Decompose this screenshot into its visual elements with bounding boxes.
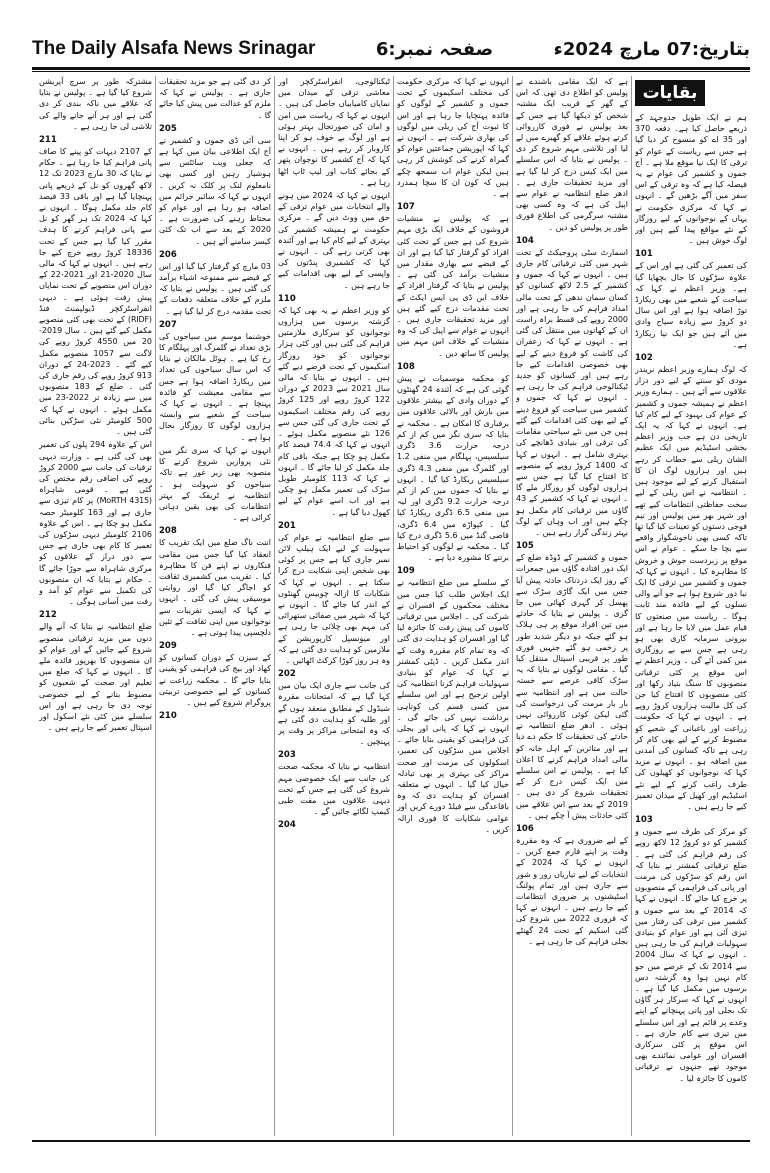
continuation-number: 107: [397, 202, 415, 213]
continuation-number: 207: [159, 319, 177, 330]
article-paragraph: کے سلسلے میں ضلع انتظامیہ نے ایک اجلاس طلب کیا جس میں مختلف محکموں کے افسران نے شرکت کی ۔ اجلاس میں ترقیاتی کاموں کی پیش رفت کا جائزہ لیا گیا اور افسران کو ہدایت دی گئی کہ وہ تمام کام مقررہ وقت کے اندر مکمل کریں ۔ ڈپٹی کمشنر نے کہا کہ عوام کو بنیادی سہولیات فراہم کرنا انتظامیہ کی اولین ترجیح ہے اور اس سلسلے میں کسی قسم کی کوتاہی برداشت نہیں کی جائے گی ۔ انہوں نے کہا کہ پانی اور بجلی کی فراہمی کو یقینی بنایا جائے ۔ اجلاس میں سڑکوں کی تعمیر، اسکولوں کی مرمت اور صحت مراکز کی بہتری پر بھی تبادلہ خیال کیا گیا ۔ انہوں نے متعلقہ افسران کو ہدایت دی کہ وہ باقاعدگی سے فیلڈ دورے کریں اور عوامی شکایات کا فوری ازالہ کریں ۔: [397, 578, 509, 834]
article-paragraph: جموں و کشمیر کے ڈوڈہ ضلع کے ایک دور افتادہ گاؤں میں جمعرات کے روز ایک دردناک حادثہ پیش آیا جس میں ایک گاڑی سڑک سے پھسل کر گہری کھائی میں جا گری ۔ پولیس نے بتایا کہ حادثے میں تین افراد موقع پر ہی ہلاک ہو گئے جبکہ دو دیگر شدید طور پر زخمی ہو گئے جنہیں فوری طور پر قریبی اسپتال منتقل کیا گیا ۔ مقامی لوگوں نے بتایا کہ یہ سڑک کافی عرصے سے خستہ حالت میں ہے اور انتظامیہ سے بار بار مرمت کی درخواست کی گئی لیکن کوئی کارروائی نہیں ہوئی ۔ ادھر ضلع انتظامیہ نے حادثے کی تحقیقات کا حکم دے دیا ہے اور متاثرین کے اہل خانہ کو مالی امداد فراہم کرنے کا اعلان کیا ہے ۔ پولیس نے اس سلسلے میں ایک کیس درج کر کے تحقیقات شروع کر دی ہیں ۔ 2019 کے بعد سے اس علاقے میں کئی حادثات پیش آ چکے ہیں ۔: [516, 553, 628, 820]
footer-rule: [32, 1140, 750, 1142]
article-paragraph: ہے کہ پولیس نے منشیات فروشوں کے خلاف ایک بڑی مہم شروع کی ہے جس کے تحت کئی افراد کو گرفتار کیا گیا ہے اور ان کے قبضے سے بھاری مقدار میں منشیات برآمد کی گئی ہے ۔ پولیس نے بتایا کہ گرفتار افراد کے خلاف این ڈی پی ایس ایکٹ کے تحت مقدمات درج کیے گئے ہیں اور مزید تحقیقات جاری ہیں ۔ انہوں نے عوام سے اپیل کی کہ وہ منشیات کے خلاف اس مہم میں پولیس کا ساتھ دیں ۔: [397, 214, 509, 358]
column-text: [397, 76, 509, 835]
article-paragraph: انہوں نے کہا کہ مرکزی حکومت کی مختلف اسکیموں کے تحت جموں و کشمیر کے لوگوں کو فائدہ پہنچایا جا رہا ہے اور اس کا ثبوت آج کی ریلی میں لوگوں کی بھاری شرکت ہے ۔ انہوں نے کہا کہ اپوزیشن جماعتیں عوام کو گمراہ کرنے کی کوشش کر رہی ہیں لیکن عوام اب سمجھ چکے ہیں کہ کون ان کا سچا ہمدرد ہے ۔: [397, 77, 509, 199]
column-3: [393, 76, 512, 1136]
column-5: [155, 76, 274, 1136]
masthead: [32, 34, 750, 64]
article-paragraph: کو محکمہ موسمیات نے پیش گوئی کی ہے کہ آئندہ 24 گھنٹوں کے دوران وادی کے بیشتر علاقوں میں بارش اور بالائی علاقوں میں برفباری کا امکان ہے ۔ محکمہ نے بتایا کہ سری نگر میں کم از کم درجہ حرارت 3.6 ڈگری سیلسیس، پہلگام میں منفی 1.2 اور گلمرگ میں منفی 4.3 ڈگری سیلسیس ریکارڈ کیا گیا ۔ انہوں نے بتایا کہ جموں میں کم از کم درجہ حرارت 9.2 ڈگری اور لیہ میں منفی 6.5 ڈگری ریکارڈ کیا گیا ۔ کپواڑہ میں 6.4 ڈگری، قاضی گنڈ میں 5.6 ڈگری درج کیا گیا ۔ محکمہ نے لوگوں کو احتیاط برتنے کا مشورہ دیا ہے ۔: [397, 373, 509, 563]
article-paragraph: سے ضلع انتظامیہ نے عوام کی سہولت کے لیے ایک ہیلپ لائن نمبر جاری کیا ہے جس پر کوئی بھی شخص اپنی شکایت درج کرا سکتا ہے ۔ انہوں نے کہا کہ شکایات کا ازالہ چوبیس گھنٹوں کے اندر کیا جائے گا ۔ انہوں نے کہا کہ شہر میں صفائی ستھرائی کی مہم بھی چلائی جا رہی ہے اور میونسپل کارپوریشن کے ملازمین کو ہدایت دی گئی ہے کہ وہ ہر روز کوڑا کرکٹ اٹھائیں ۔: [278, 532, 390, 665]
column-text: [39, 76, 152, 733]
column-4: [274, 76, 393, 1136]
article-paragraph: اس کے علاوہ 294 پلوں کی تعمیر بھی کی گئی ہے ۔ وزارت دیہی ترقیات کی جانب سے 2000 کروڑ روپے کی اضافی رقم مختص کی گئی ہے ۔ قومی شاہراہ (MoRTH 4315) پر کام تیزی سے جاری ہے اور 163 کلومیٹر حصہ مکمل ہو چکا ہے ۔ اس کے علاوہ 2106 کلومیٹر دیہی سڑکوں کی تعمیر کا کام بھی جاری ہے جس سے دور دراز کے علاقوں کو مرکزی شاہراہ سے جوڑا جائے گا ۔ حکام نے بتایا کہ ان منصوبوں کی تکمیل سے عوام کو آمد و رفت میں آسانی ہوگی ۔: [39, 440, 152, 607]
continuation-number: 105: [516, 541, 534, 552]
masthead-rule: [32, 67, 750, 70]
issue-date: بتاریخ:07 مارچ 2024ء: [553, 38, 750, 60]
continuation-number: 209: [159, 641, 177, 652]
continuation-number: 101: [635, 249, 653, 260]
article-paragraph: کر دی گئی ہے جو مزید تحقیقات جاری ہے ۔ پولیس نے کہا کہ ملزم کو عدالت میں پیش کیا جائے گا ۔: [159, 77, 271, 120]
article-paragraph: سی آئی ڈی جموں و کشمیر نے آج ایک اطلاعی بیان میں کہا ہے کہ جعلی ویب سائٹس سے ہوشیار رہیں اور کسی بھی نامعلوم لنک پر کلک نہ کریں ۔ انہوں نے کہا کہ سائبر جرائم میں اضافہ ہو رہا ہے اور عوام کو محتاط رہنے کی ضرورت ہے ۔ 2020 کے بعد سے اب تک کئی کیسز سامنے آئے ہیں ۔: [159, 135, 271, 246]
article-paragraph: خوشنما موسم میں سیاحوں کی بڑی تعداد نے گلمرگ اور پہلگام کا رخ کیا ہے ۔ ہوٹل مالکان نے بتایا کہ اس سال سیاحوں کی تعداد میں ریکارڈ اضافہ ہوا ہے جس سے مقامی معیشت کو فائدہ پہنچا ہے ۔ انہوں نے کہا کہ سیاحت کے شعبے سے وابستہ ہزاروں لوگوں کا روزگار بحال ہوا ہے ۔: [159, 331, 271, 442]
column-6: [36, 76, 155, 1136]
article-paragraph: کو وزیر اعظم نے یہ بھی کہا کہ گزشتہ برسوں میں ہزاروں نوجوانوں کو سرکاری ملازمتیں فراہم کی گئی ہیں اور کئی ہزار نوجوانوں کو خود روزگار اسکیموں کے تحت قرضے دیے گئے ہیں ۔ انہوں نے بتایا کہ مالی سال 2021 سے 2023 کے دوران 122 کروڑ روپے اور 125 کروڑ روپے کی رقم مختلف اسکیموں کے تحت جاری کی گئی جس سے 126 نئے منصوبے مکمل ہوئے ۔ انہوں نے کہا کہ 74.4 فیصد کام مکمل ہو چکا ہے جبکہ باقی کام جلد مکمل کر لیا جائے گا ۔ انہوں نے کہا کہ 113 کلومیٹر طویل سڑک کی تعمیر مکمل ہو چکی ہے اور اب اسے عوام کے لیے کھول دیا گیا ہے ۔: [278, 305, 390, 517]
column-text: [516, 76, 628, 947]
column-text: [635, 112, 747, 1084]
continuation-number: 102: [635, 353, 653, 364]
continuation-number: 202: [278, 669, 296, 680]
column-text: [159, 76, 271, 722]
article-paragraph: اسمارٹ سٹی پروجیکٹ کے تحت شہر میں کئی ترقیاتی کام جاری ہیں ۔ انہوں نے کہا کہ جموں و کشمیر کے 2.5 لاکھ کسانوں کو کسان سمان ندھی کے تحت مالی امداد فراہم کی جا رہی ہے اور 2000 روپے کی قسط براہ راست ان کے کھاتوں میں منتقل کی گئی ہے ۔ انہوں نے کہا کہ زعفران کی کاشت کو فروغ دینے کے لیے بھی خصوصی اقدامات کیے جا رہے ہیں اور کسانوں کو جدید ٹیکنالوجی فراہم کی جا رہی ہے ۔ انہوں نے کہا کہ جموں و کشمیر میں سیاحت کو فروغ دینے کے لیے بھی کئی اقدامات کیے گئے ہیں جن میں نئے سیاحتی مقامات کی ترقی اور بنیادی ڈھانچے کی بہتری شامل ہے ۔ انہوں نے کہا کہ 1400 کروڑ روپے کے منصوبے کا افتتاح کیا گیا ہے جس سے ہزاروں لوگوں کو روزگار ملے گا ۔ انہوں نے کہا کہ کشمیر کے 43 گاؤں میں ترقیاتی کام مکمل ہو چکے ہیں اور اب وہاں کے لوگ بہتر زندگی گزار رہے ہیں ۔: [516, 247, 628, 537]
continuation-number: 208: [159, 526, 177, 537]
article-paragraph: کی جانب سے جاری ایک بیان میں کہا گیا ہے کہ امتحانات مقررہ شیڈول کے مطابق منعقد ہوں گے اور طلبہ کو ہدایت دی گئی ہے کہ وہ امتحانی مراکز پر وقت پر پہنچیں ۔: [278, 681, 390, 747]
column-2: [512, 76, 631, 1136]
article-paragraph: کہ لوگ ہمارے وزیر اعظم نریندر مودی کو سننے کے لیے دور دراز علاقوں سے آئے ہیں ۔ ہمارے وزیر اعظم نے ہمیشہ جموں و کشمیر کے عوام کی بہبود کے لیے کام کیا ہے۔ انہوں نے کہا کہ یہ ایک تاریخی دن ہے جب وزیر اعظم بخشی اسٹیڈیم میں ایک عظیم الشان ریلی سے خطاب کر رہے ہیں اور ہزاروں لوگ ان کا استقبال کرنے کے لیے موجود ہیں ۔ انتظامیہ نے اس ریلی کے لیے سخت حفاظتی انتظامات کیے تھے اور شہر بھر میں پولیس اور نیم فوجی دستوں کو تعینات کیا گیا تھا تاکہ کسی بھی ناخوشگوار واقعے سے بچا جا سکے ۔ عوام نے اس موقع پر زبردست جوش و خروش کا مظاہرہ کیا ۔ انہوں نے کہا کہ جموں و کشمیر میں ترقی کا ایک نیا دور شروع ہوا ہے جو آنے والی نسلوں کے لیے فائدہ مند ثابت ہوگا ۔ ریاست میں صنعتوں کا قیام عمل میں لایا جا رہا ہے اور بیرونی سرمایہ کاری بھی ہو رہی ہے جس سے بے روزگاری میں کمی آئے گی ۔ وزیر اعظم نے اس موقع پر کئی ترقیاتی منصوبوں کا سنگ بنیاد رکھا اور کئی منصوبوں کا افتتاح کیا جن کی کل مالیت ہزاروں کروڑ روپے ہے ۔ انہوں نے کہا کہ حکومت زراعت اور باغبانی کے شعبے کو مضبوط کرنے کے لیے بھی کام کر رہی ہے تاکہ کسانوں کی آمدنی میں اضافہ ہو ۔ انہوں نے مزید کہا کہ نوجوانوں کو کھیلوں کی طرف راغب کرنے کے لیے نئے اسٹیڈیم اور کھیل کے میدان تعمیر کیے جا رہے ہیں ۔: [635, 365, 747, 811]
paper-name: The Daily Alsafa News Srinagar: [32, 38, 316, 59]
column-text: [278, 76, 390, 831]
article-paragraph: کے 2107 دیہات کو پینے کا صاف پانی فراہم کیا جا رہا ہے ۔ حکام نے بتایا کہ 30 مارچ 2023 تک 12 لاکھ گھروں کو نل کے ذریعے پانی پہنچایا گیا ہے اور باقی 33 فیصد کام جلد مکمل ہوگا ۔ انہوں نے کہا کہ 2024 تک ہر گھر کو نل سے پانی فراہم کرنے کا ہدف مقرر کیا گیا ہے جس کے تحت 18336 کروڑ روپے خرچ کیے جا رہے ہیں ۔ انہوں نے کہا کہ مالی سال 2020-21 اور 2021-22 کے دوران اس منصوبے کے تحت نمایاں پیش رفت ہوئی ہے ۔ دیہی انفراسٹرکچر ڈیولپمنٹ فنڈ (RIDF) کے تحت بھی کئی منصوبے مکمل کیے گئے ہیں ۔ سال 2019-20 میں 4550 کروڑ روپے کی لاگت سے 1057 منصوبے مکمل کیے گئے ۔ 2023-24 کے دوران 913 کروڑ روپے کی رقم جاری کی گئی ۔ ضلع کے 183 منصوبوں میں سے زیادہ تر 2022-23 میں مکمل ہوئے ۔ انہوں نے کہا کہ 500 کلومیٹر نئی سڑکیں بنائی گئی ہیں ۔: [39, 147, 152, 437]
article-paragraph: کو مرکز کی طرف سے جموں و کشمیر کو دو کروڑ 12 لاکھ روپے کی رقم فراہم کی گئی ہے ۔ ضلع ترقیاتی کمشنر نے بتایا کہ اس رقم کو سڑکوں کی مرمت اور پانی کی فراہمی کے منصوبوں پر خرچ کیا جائے گا۔ انہوں نے کہا کہ 2014 کے بعد سے جموں و کشمیر میں ترقی کی رفتار میں تیزی آئی ہے اور عوام کو بنیادی سہولیات فراہم کی جا رہی ہیں ۔ انہوں نے کہا کہ سال 2004 سے 2014 تک کے عرصے میں جو کام نہیں ہوا وہ گزشتہ دس برسوں میں مکمل کیا گیا ہے ۔ انہوں نے کہا کہ سرکار ہر گاؤں تک بجلی اور پانی پہنچانے کے اپنے وعدے پر قائم ہے اور اس سلسلے میں تیزی سے کام جاری ہے ۔ اس موقع پر کئی سرکاری افسران اور عوامی نمائندے بھی موجود تھے جنہوں نے ترقیاتی کاموں کا جائزہ لیا ۔: [635, 827, 747, 1083]
continuation-number: 212: [39, 610, 57, 621]
masthead-rule-thin: [32, 71, 750, 72]
continuation-number: 104: [516, 235, 534, 246]
continuation-number: 106: [516, 824, 534, 834]
continuation-number: 103: [635, 815, 653, 826]
continuation-number: 109: [397, 566, 415, 577]
continuation-number: 201: [278, 520, 296, 531]
article-paragraph: کے سیزن کے دوران کسانوں کو کھاد اور بیج کی فراہمی کو یقینی بنایا جائے گا ۔ محکمہ زراعت نے کسانوں کے لیے خصوصی تربیتی پروگرام شروع کیے ہیں ۔: [159, 653, 271, 707]
page-number: صفحہ نمبر:6: [375, 38, 494, 60]
article-columns: [32, 76, 750, 1136]
article-paragraph: انہوں نے کہا کہ سری نگر میں نئی پروازیں شروع کرنے کا منصوبہ بھی زیر غور ہے تاکہ سیاحوں کو سہولت ہو ۔ انتظامیہ نے ٹریفک کے بہتر انتظامات کی بھی یقین دہانی کرائی ہے ۔: [159, 445, 271, 523]
article-paragraph: ٹیکنالوجی، انفراسٹرکچر اور معاشی ترقی کے میدان میں نمایاں کامیابیاں حاصل کی ہیں ۔ انہوں نے کہا کہ ریاست میں امن و امان کی صورتحال بہتر ہوئی ہے اور لوگ بے خوف ہو کر اپنا کاروبار کر رہے ہیں ۔ انہوں نے کہا کہ آج کشمیر کا نوجوان پتھر کے بجائے کتاب اور لیپ ٹاپ اٹھا رہا ہے ۔: [278, 77, 390, 187]
continuation-number: 205: [159, 123, 177, 134]
article-paragraph: ہے کہ ایک مقامی باشندے نے پولیس کو اطلاع دی تھی کہ اس کے گھر کے قریب ایک مشتبہ شخص کو دیکھا گیا ہے جس کے بعد پولیس نے فوری کارروائی کرتے ہوئے علاقے کو گھیرے میں لے لیا اور تلاشی مہم شروع کر دی ۔ پولیس نے بتایا کہ اس سلسلے میں ایک کیس درج کر لیا گیا ہے اور مزید تحقیقات جاری ہے ۔ ادھر ضلع انتظامیہ نے عوام سے اپیل کی ہے کہ وہ کسی بھی مشتبہ سرگرمی کی اطلاع فوری طور پر پولیس کو دیں ۔: [516, 77, 628, 232]
continuation-number: 204: [278, 820, 296, 831]
continuation-number: 211: [39, 135, 57, 146]
continuation-number: 206: [159, 249, 177, 260]
continuation-number: 203: [278, 750, 296, 761]
column-1: [631, 76, 750, 1136]
article-paragraph: 03 مارچ کو گرفتار کیا گیا اور اس کے قبضے سے ممنوعہ اشیاء برآمد کی گئی ہیں ۔ پولیس نے بتایا کہ ملزم کے خلاف متعلقہ دفعات کے تحت مقدمہ درج کر لیا گیا ہے ۔: [159, 261, 271, 316]
article-paragraph: ضلع انتظامیہ نے بتایا کہ آنے والے دنوں میں مزید ترقیاتی منصوبے شروع کیے جائیں گے اور عوام کو ان منصوبوں کا بھرپور فائدہ ملے گا ۔ انہوں نے کہا کہ ضلع میں تعلیم اور صحت کے شعبوں کو مضبوط بنانے کے لیے خصوصی توجہ دی جا رہی ہے اور اس سلسلے میں کئی نئے اسکول اور اسپتال تعمیر کیے جا رہے ہیں ۔: [39, 622, 152, 733]
article-paragraph: مشترکہ طور پر سرچ آپریشن شروع کیا گیا ہے ۔ پولیس نے بتایا کہ علاقے میں ناکہ بندی کر دی گئی ہے اور ہر آنے جانے والے کی تلاشی لی جا رہی ہے ۔: [39, 77, 152, 131]
article-paragraph: ہم نے ایک طویل جدوجہد کے ذریعے حاصل کیا ہے۔ دفعہ 370 اور 35 اے کو منسوخ کر دیا گیا ہے جس سے ریاست کے عوام کو ترقی کا ایک نیا موقع ملا ہے ۔ آج جموں و کشمیر کی عوام نے یہ فیصلہ کیا ہے کہ وہ ترقی کے اس سفر میں آگے بڑھیں گے ۔ انہوں نے کہا کہ مرکزی حکومت نے یہاں کے نوجوانوں کے لیے روزگار کے نئے مواقع پیدا کیے ہیں اور لوگ خوش ہیں ۔: [635, 113, 747, 246]
continuation-number: 210: [159, 711, 177, 722]
article-paragraph: کے لیے ضروری ہے کہ وہ مقررہ وقت پر اپنے فارم جمع کریں ۔ انہوں نے کہا کہ 2024 کے انتخابات کے لیے تیاریاں زور و شور سے جاری ہیں اور تمام پولنگ اسٹیشنوں پر ضروری انتظامات کیے جا رہے ہیں ۔ انہوں نے کہا کہ فروری 2022 میں شروع کی گئی اسکیم کے تحت 24 گھنٹے بجلی فراہم کی جا رہی ہے ۔: [516, 836, 628, 946]
continuation-number: 108: [397, 361, 415, 372]
section-title: بقایات: [635, 80, 705, 106]
article-paragraph: انتظامیہ نے بتایا کہ محکمہ صحت کی جانب سے ایک خصوصی مہم شروع کی گئی ہے جس کے تحت دیہی علاقوں میں مفت طبی کیمپ لگائے جائیں گے ۔: [278, 762, 390, 817]
article-paragraph: کی تعمیر کی گئی ہے اور اس کے علاوہ سڑکوں کا جال بچھایا گیا ہے۔ وزیر اعظم نے کہا کہ سیاحت کے شعبے میں بھی ریکارڈ توڑ اضافہ ہوا ہے اور اس سال دو کروڑ سے زیادہ سیاح وادی میں آئے ہیں جو ایک نیا ریکارڈ ہے۔: [635, 261, 747, 349]
article-paragraph: انہوں نے کہا کہ 2024 میں ہونے والے انتخابات میں عوام ترقی کے حق میں ووٹ دیں گے ۔ مرکزی حکومت نے ہمیشہ کشمیر کی بہتری کے لیے کام کیا ہے اور آئندہ بھی کرتی رہے گی ۔ انہوں نے کہا کہ کشمیری پنڈتوں کی واپسی کے لیے بھی اقدامات کیے جا رہے ہیں ۔: [278, 191, 390, 290]
article-paragraph: اننت ناگ ضلع میں ایک تقریب کا انعقاد کیا گیا جس میں مقامی فنکاروں نے اپنے فن کا مظاہرہ کیا ۔ تقریب میں کشمیری ثقافت کو اجاگر کیا گیا اور روایتی موسیقی پیش کی گئی ۔ انہوں نے کہا کہ ایسی تقریبات سے نوجوانوں میں اپنی ثقافت کے تئیں دلچسپی پیدا ہوتی ہے ۔: [159, 538, 271, 637]
continuation-number: 110: [278, 293, 296, 304]
